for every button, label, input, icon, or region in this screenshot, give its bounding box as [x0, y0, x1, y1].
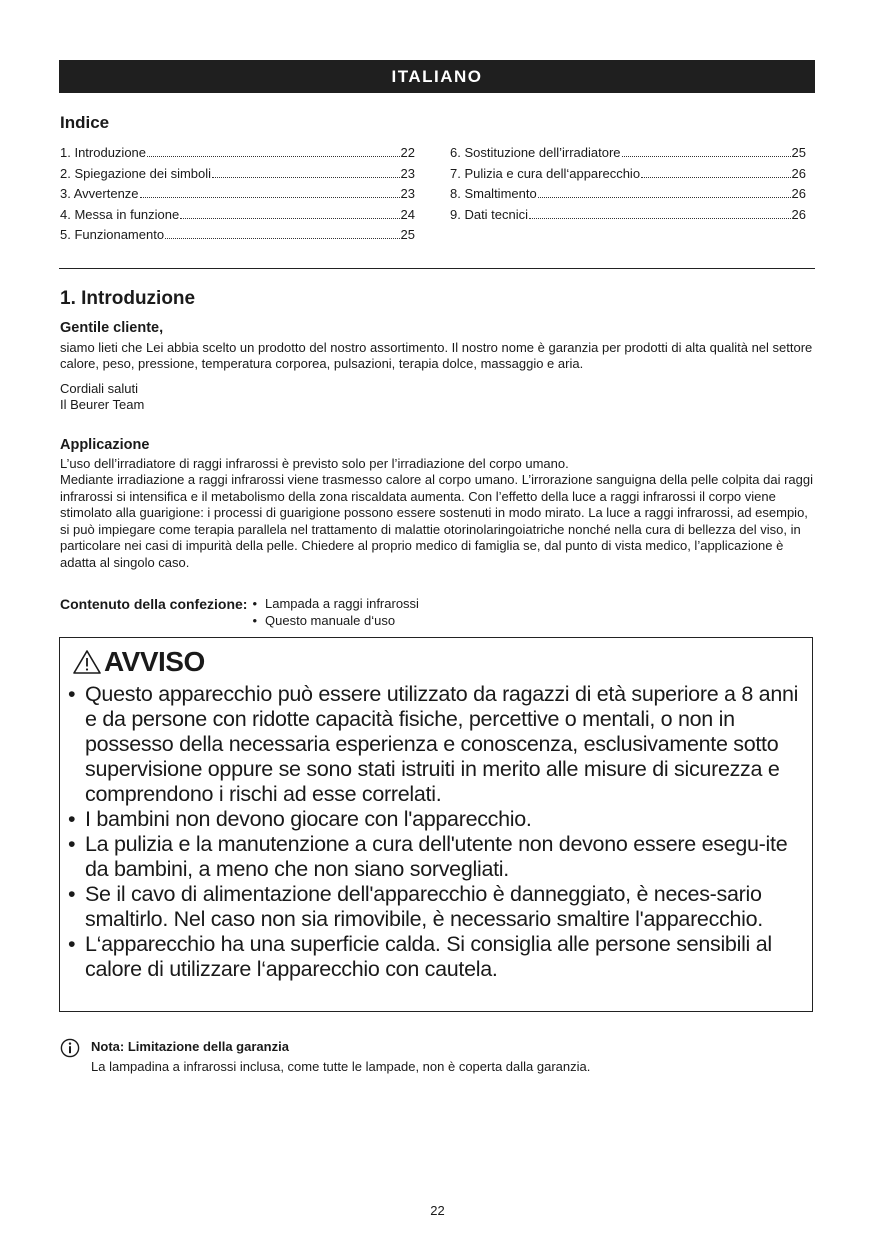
toc-entry[interactable] [450, 184, 806, 205]
package-item: • Lampada a raggi infrarossi [252, 596, 418, 613]
application-line: L’uso dell’irradiatore di raggi infrarossi è previsto solo per l’irradiazione del corpo umano. [60, 455, 569, 471]
page-number: 22 [430, 1203, 445, 1218]
package-contents [60, 596, 419, 629]
toc-entry-label: 7. Pulizia e cura dell‘apparecchio [450, 165, 641, 181]
intro-block [60, 320, 820, 414]
application-text: Mediante irradiazione a raggi infrarossi viene trasmesso calore al corpo umano. L’irrorazione sanguigna della pelle colpita dai raggi infrarossi si intensifica e il metabolismo della zona riscaldata aumenta. Con l’effetto della luce a raggi infrarossi il corpo viene stimolato alla guarigione: i processi di guarigione possono essere sostenuti in modo mirato. La luce a raggi infrarossi, ad esempio, si può impiegare come terapia parallela nel trattamento di malattie otorinolaringoiatriche nonché nella cura di bellezza del viso, in particolare nei casi di impurità della pelle. Chiedere al proprio medico di famiglia se, dal punto di vista medico, l’applicazione è adatta al singolo caso. [60, 472, 813, 570]
toc-entry-page: 23 [400, 165, 415, 181]
toc-entry[interactable] [60, 205, 415, 226]
warning-item: • I bambini non devono giocare con l'apparecchio. [68, 807, 532, 831]
warning-item: • L‘apparecchio ha una superficie calda. Si consiglia alle persone sensibili al calore di utilizzare l‘apparecchio con cautela. [68, 932, 772, 981]
warning-item: • La pulizia e la manutenzione a cura dell'utente non devono essere esegu-ite da bambini, a meno che non siano sorvegliati. [68, 832, 788, 881]
section-heading-introduction: 1. Introduzione [60, 288, 196, 309]
toc-entry-label: 4. Messa in funzione [60, 206, 180, 222]
info-icon [60, 1038, 80, 1058]
warning-box [59, 637, 813, 1012]
warning-title-text: AVVISO [104, 646, 205, 677]
toc-entry[interactable] [60, 184, 415, 205]
warning-list [68, 682, 806, 982]
toc-left-column [60, 143, 415, 246]
intro-text: siamo lieti che Lei abbia scelto un prodotto del nostro assortimento. Il nostro nome è garanzia per prodotti di alta qualità nel settore calore, peso, pressione, temperatura corporea, pulsazioni, terapia dolce, massaggio e aria. [60, 339, 813, 371]
toc-entry-page: 23 [400, 186, 415, 201]
toc-entry-label: 1. Introduzione [60, 145, 147, 160]
toc-entry[interactable] [60, 225, 415, 246]
note-title: Nota: Limitazione della garanzia [91, 1039, 289, 1054]
toc-entry-label: 5. Funzionamento [60, 227, 165, 242]
toc-entry-label: 3. Avvertenze [60, 186, 139, 201]
section-divider [59, 268, 815, 269]
toc-entry-label: 2. Spiegazione dei simboli [60, 165, 212, 181]
regards: Cordiali saluti [60, 380, 139, 396]
warning-item: • Questo apparecchio può essere utilizzato da ragazzi di età superiore a 8 anni e da persone con ridotte capacità fisiche, percettive o mentali, o non in possesso della necessaria esperienza e conoscenza, esclusivamente sotto supervisione oppure se sono stati istruiti in merito alle misure di sicurezza e comprendono i rischi ad esse correlati. [68, 682, 799, 806]
toc-entry-page: 26 [791, 165, 806, 181]
toc-entry-label: 9. Dati tecnici [450, 206, 529, 222]
toc-entry-label: 6. Sostituzione dell’irradiatore [450, 145, 621, 160]
package-label: Contenuto della confezione: [60, 596, 248, 612]
toc-entry-label: 8. Smaltimento [450, 186, 537, 201]
toc-entry[interactable] [450, 205, 806, 226]
toc-entry[interactable] [60, 164, 415, 185]
toc-entry-page: 24 [400, 206, 415, 222]
warning-title [72, 646, 205, 678]
application-block [60, 437, 820, 571]
language-header: ITALIANO [59, 60, 815, 93]
toc-entry[interactable] [450, 143, 806, 164]
warning-item: • Se il cavo di alimentazione dell'apparecchio è danneggiato, è neces-sario smaltirlo. Nel caso non sia rimovibile, è necessario smaltire l'apparecchio. [68, 882, 763, 931]
greeting: Gentile cliente, [60, 320, 164, 336]
package-item: • Questo manuale d‘uso [252, 613, 418, 630]
toc-title: Indice [60, 113, 110, 132]
package-list [252, 596, 418, 629]
toc-entry-page: 26 [791, 186, 806, 201]
toc-entry[interactable] [60, 143, 415, 164]
toc-right-column [450, 143, 806, 225]
toc-entry-page: 22 [400, 145, 415, 160]
toc-entry-page: 25 [791, 145, 806, 160]
team-signature: Il Beurer Team [60, 397, 145, 412]
note-text: La lampadina a infrarossi inclusa, come tutte le lampade, non è coperta dalla garanzia. [91, 1059, 591, 1074]
toc-entry-page: 26 [791, 206, 806, 222]
warning-triangle-icon [72, 649, 102, 675]
toc-entry[interactable] [450, 164, 806, 185]
application-heading: Applicazione [60, 437, 150, 453]
toc-entry-page: 25 [400, 227, 415, 242]
